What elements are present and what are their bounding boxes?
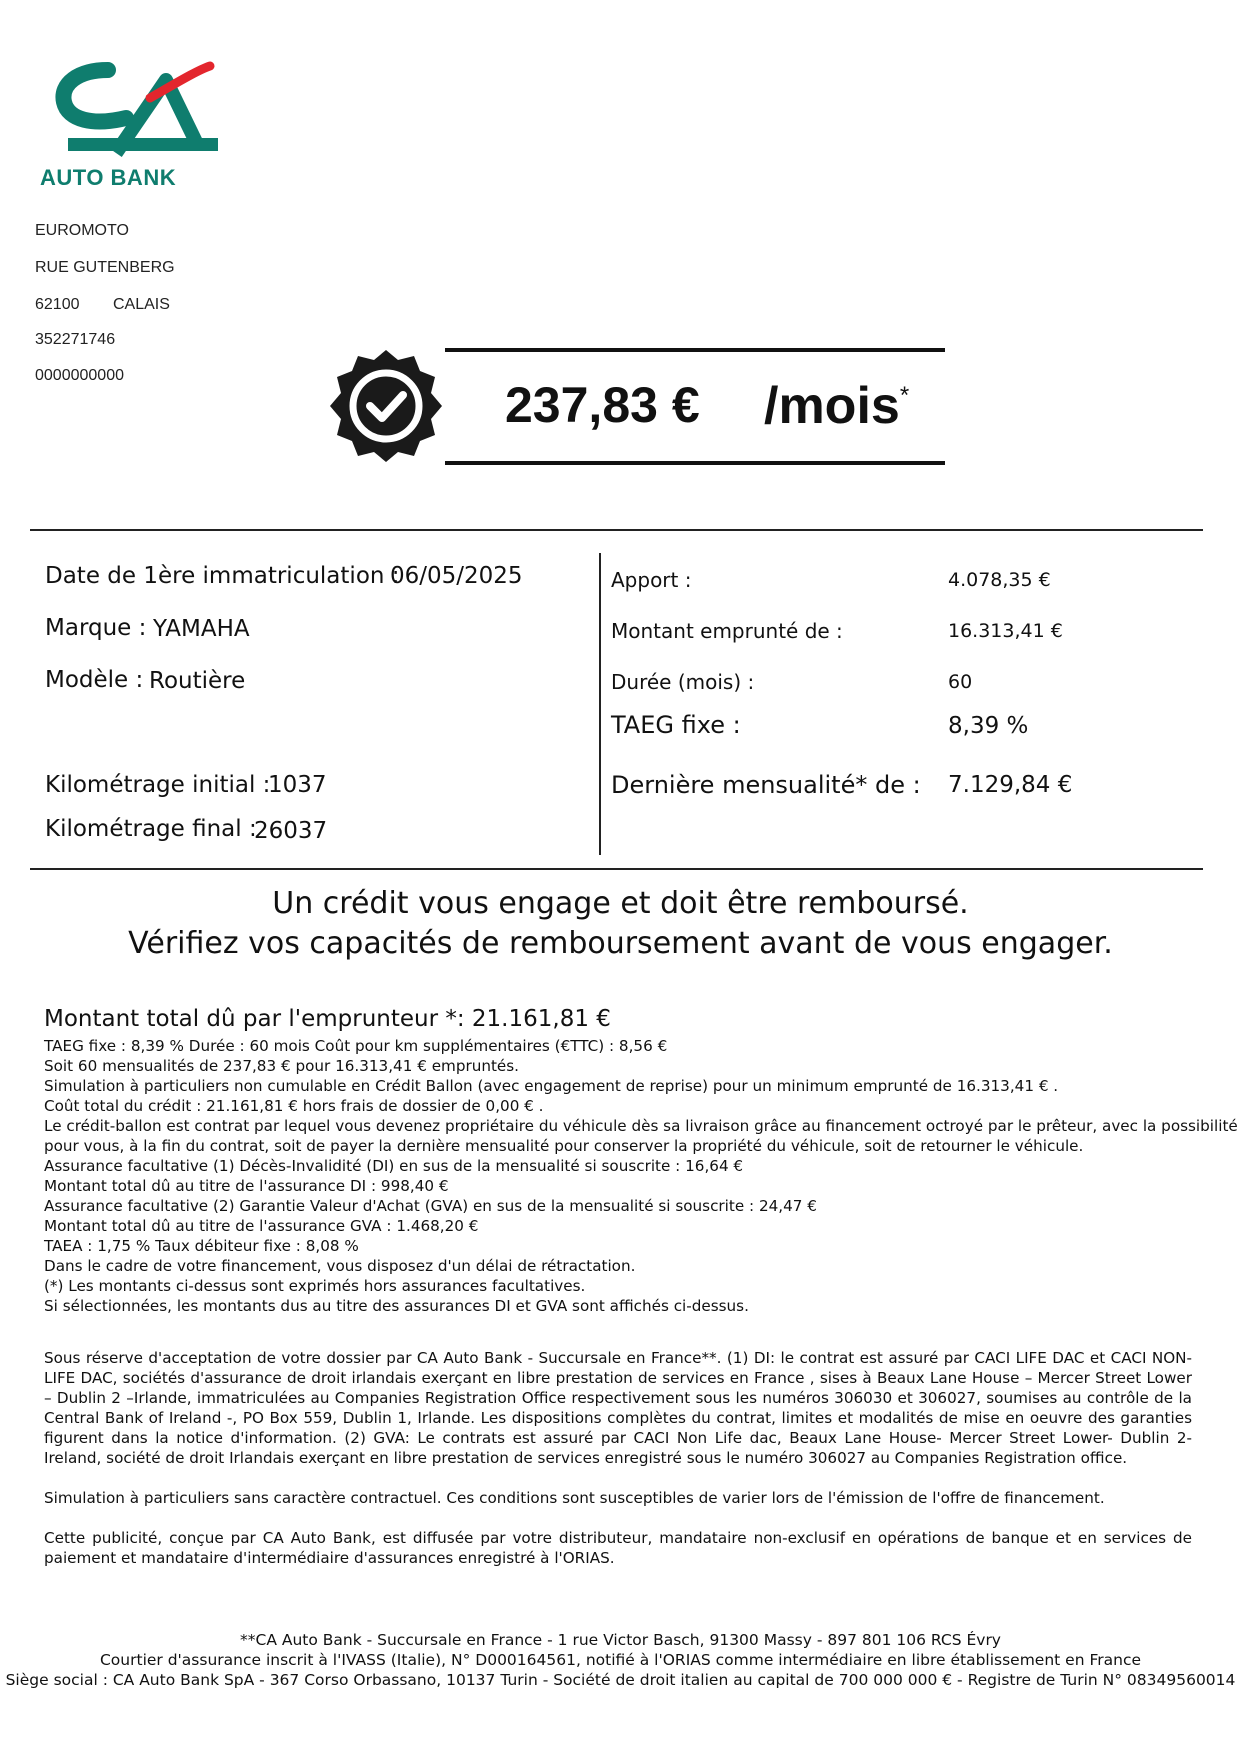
dealer-phone: 352271746 (35, 331, 116, 348)
montant-value: 16.313,41 € (948, 620, 1063, 642)
monthly-unit (764, 376, 909, 436)
legal-line: pour vous, à la fin du contrat, soit de payer la dernière mensualité pour conserver la propriété du véhicule, soit de retourner le véhicule. (44, 1137, 1084, 1155)
warning-line-1: Un crédit vous engage et doit être remboursé. (272, 886, 969, 921)
montant-label: Montant emprunté de : (611, 619, 843, 643)
legal-line: Soit 60 mensualités de 237,83 € pour 16.313,41 € empruntés. (44, 1057, 520, 1075)
legal-line: (*) Les montants ci-dessus sont exprimés hors assurances facultatives. (44, 1277, 586, 1295)
footer-line-2: Courtier d'assurance inscrit à l'IVASS (Italie), N° D000164561, notifié à l'ORIAS comme intermédiaire en libre établissement en France (99, 1651, 1141, 1669)
model-value: Routière (149, 668, 246, 694)
km-final-label: Kilométrage final : (45, 816, 257, 842)
legal-line: Montant total dû au titre de l'assurance DI : 998,40 € (44, 1177, 449, 1195)
km-final-value: 26037 (254, 818, 328, 844)
details-bottom-rule (30, 868, 1203, 870)
legal-line: TAEA : 1,75 % Taux débiteur fixe : 8,08 % (44, 1237, 359, 1255)
price-top-rule (445, 348, 945, 352)
legal-line: Le crédit-ballon est contrat par lequel vous devenez propriétaire du véhicule dès sa livraison grâce au financement octroyé par le prêteur, avec la possibilité (44, 1117, 1238, 1135)
registration-value: 06/05/2025 (390, 563, 523, 589)
legal-line: Assurance facultative (1) Décès-Invalidité (DI) en sus de la mensualité si souscrite : 16,64 € (44, 1157, 744, 1175)
warning-line-2: Vérifiez vos capacités de remboursement avant de vous engager. (128, 926, 1113, 961)
derniere-value: 7.129,84 € (948, 772, 1073, 798)
duree-label: Durée (mois) : (611, 670, 755, 694)
legal-line: Si sélectionnées, les montants dus au titre des assurances DI et GVA sont affichés ci-dessus. (44, 1297, 749, 1315)
monthly-unit-text: /mois (764, 377, 900, 435)
publicity-notice: Cette publicité, conçue par CA Auto Bank, est diffusée par votre distributeur, mandataire non-exclusif en opérations de banque et en services de paiement et mandataire d'intermédiaire d'assurances enregistré à l'ORIAS. (44, 1529, 1192, 1567)
legal-line: Montant total dû au titre de l'assurance GVA : 1.468,20 € (44, 1217, 479, 1235)
brand-name: AUTO BANK (40, 165, 177, 190)
price-bottom-rule (445, 461, 945, 465)
dealer-name: EUROMOTO (35, 222, 129, 239)
legal-line: Simulation à particuliers non cumulable en Crédit Ballon (avec engagement de reprise) pour un minimum emprunté de 16.313,41 € . (44, 1077, 1059, 1095)
duree-value: 60 (948, 671, 973, 693)
derniere-label: Dernière mensualité* de : (611, 771, 921, 799)
taeg-label: TAEG fixe : (611, 711, 741, 739)
footer-line-3: Siège social : CA Auto Bank SpA - 367 Corso Orbassano, 10137 Turin - Société de droit italien au capital de 700 000 000 € - Registre de Turin N° 08349560014 (5, 1671, 1236, 1689)
monthly-amount: 237,83 € (505, 377, 700, 433)
insurance-conditions: Sous réserve d'acceptation de votre dossier par CA Auto Bank - Succursale en France**. (1) DI: le contrat est assuré par CACI LIFE DAC et CACI NON-LIFE DAC, sociétés d'assurance de droit irlandais exerçant en libre prestation de services en France , sises à Beaux Lane House – Mercer Street Lower – Dublin 2 –Irlande, immatriculées au Companies Registration Office respectivement sous les numéros 306030 et 306027, soumises au contrôle de la Central Bank of Ireland -, PO Box 559, Dublin 1, Irlande. Les dispositions complètes du contrat, limites et modalités de mise en oeuvre des garanties figurent dans la notice d'information. (2) GVA: Le contrats est assuré par CACI Non Life dac, Beaux Lane House- Mercer Street Lower- Dublin 2- Ireland, société de droit Irlandais exerçant en libre prestation de services enregistré sous le numéro 306027 au Companies Registration office. (44, 1349, 1192, 1467)
details-top-rule (30, 529, 1203, 531)
dealer-city: CALAIS (113, 296, 170, 313)
km-initial-label: Kilométrage initial : (45, 772, 271, 798)
legal-line: TAEG fixe : 8,39 % Durée : 60 mois Coût pour km supplémentaires (€TTC) : 8,56 € (44, 1037, 668, 1055)
total-due-title: Montant total dû par l'emprunteur *: 21.161,81 € (44, 1006, 611, 1032)
legal-line: Dans le cadre de votre financement, vous disposez d'un délai de rétractation. (44, 1257, 636, 1275)
taeg-value: 8,39 % (948, 713, 1029, 739)
apport-value: 4.078,35 € (948, 569, 1051, 591)
monthly-asterisk: * (899, 382, 910, 409)
apport-label: Apport : (611, 568, 692, 592)
dealer-street: RUE GUTENBERG (35, 259, 175, 276)
legal-line: Assurance facultative (2) Garantie Valeur d'Achat (GVA) en sus de la mensualité si souscrite : 24,47 € (44, 1197, 817, 1215)
dealer-id: 0000000000 (35, 367, 124, 384)
footer-line-1: **CA Auto Bank - Succursale en France - 1 rue Victor Basch, 91300 Massy - 897 801 106 RCS Évry (240, 1631, 1001, 1649)
km-initial-value: 1037 (268, 772, 327, 798)
brand-label: Marque : (45, 615, 147, 641)
dealer-postcode: 62100 (35, 296, 80, 313)
verified-check-badge-icon (328, 348, 444, 464)
details-divider (599, 553, 601, 855)
registration-label: Date de 1ère immatriculation : (45, 563, 400, 589)
legal-line: Coût total du crédit : 21.161,81 € hors frais de dossier de 0,00 € . (44, 1097, 544, 1115)
simulation-disclaimer: Simulation à particuliers sans caractère contractuel. Ces conditions sont susceptibles de varier lors de l'émission de l'offre de financement. (44, 1489, 1105, 1507)
model-label: Modèle : (45, 667, 144, 693)
brand-value: YAMAHA (153, 616, 250, 642)
